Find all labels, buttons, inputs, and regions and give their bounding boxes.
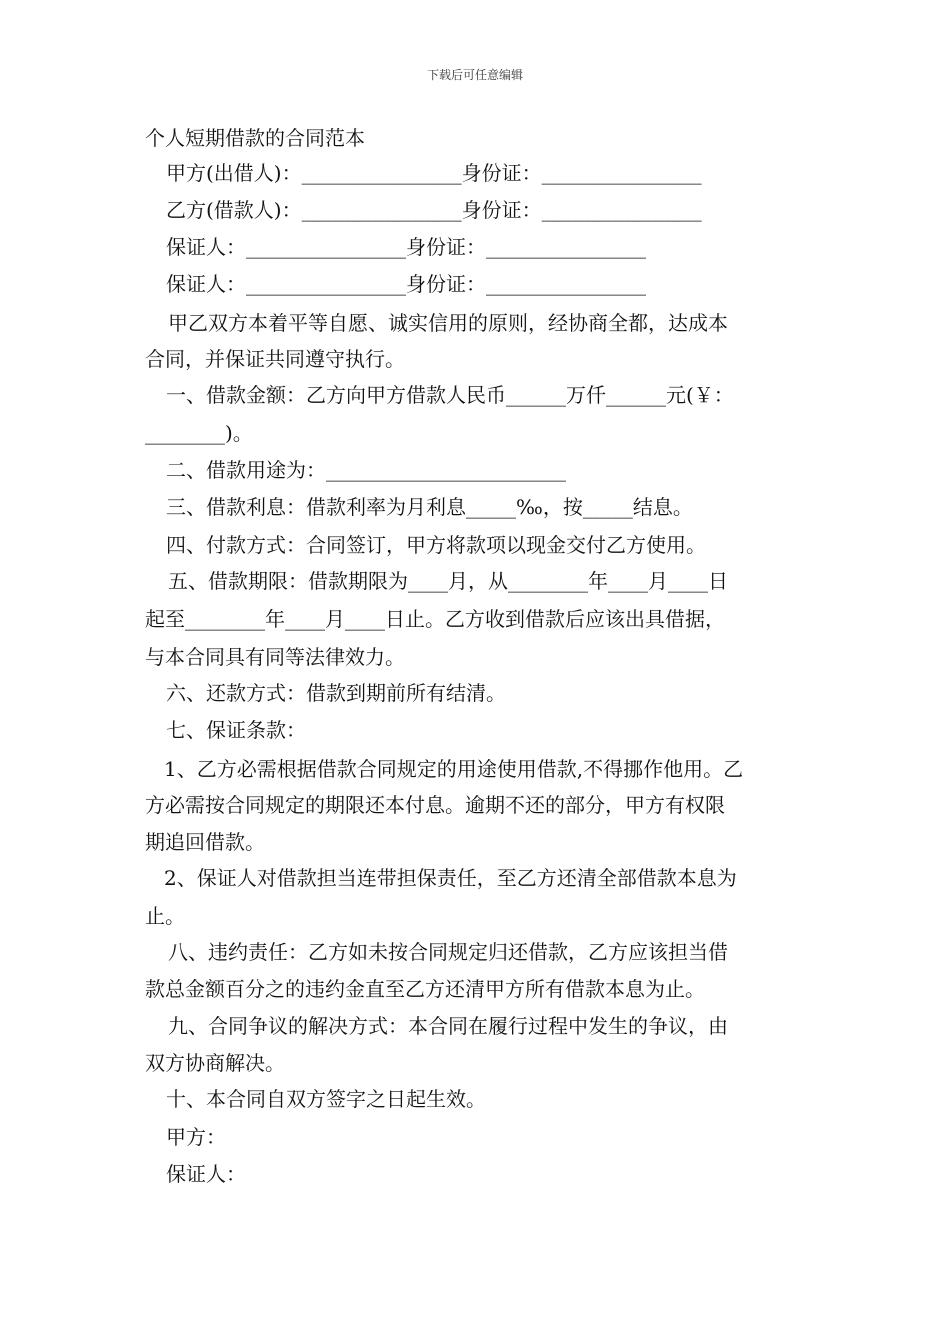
lender-line: 甲方(出借人)：________________身份证：________________ [166,161,702,185]
clause-7-heading: 七、保证条款： [166,718,306,742]
party-a-signature: 甲方： [166,1125,226,1149]
guarantor-line-2: 保证人：________________身份证：________________ [166,272,646,296]
clause-5-line-3: 与本合同具有同等法律效力。 [145,645,405,669]
clause-5-line-2: 起至________年____月____日止。乙方收到借款后应该出具借据， [145,607,725,631]
clause-9-line-1: 九、合同争议的解决方式：本合同在履行过程中发生的争议，由 [168,1014,728,1038]
clause-5-line-1: 五、借款期限：借款期限为____月，从________年____月____日 [168,569,728,593]
clause-7-item-2-line-2: 止。 [145,904,185,928]
clause-3: 三、借款利息：借款利率为月利息_____‰，按_____结息。 [166,495,693,519]
clause-6: 六、还款方式：借款到期前所有结清。 [166,681,506,705]
guarantor-line-1: 保证人：________________身份证：________________ [166,235,646,259]
clause-10: 十、本合同自双方签字之日起生效。 [166,1087,486,1111]
borrower-line: 乙方(借款人)：________________身份证：________________ [166,198,702,222]
clause-7-item-1-line-3: 期追回借款。 [145,830,265,854]
document-title: 个人短期借款的合同范本 [145,126,365,150]
clause-8-line-1: 八、违约责任：乙方如未按合同规定归还借款，乙方应该担当借 [168,940,728,964]
clause-2: 二、借款用途为：________________________ [166,458,566,482]
clause-7-item-1-line-2: 方必需按合同规定的期限还本付息。逾期不还的部分，甲方有权限 [145,793,725,817]
clause-9-line-2: 双方协商解决。 [145,1051,285,1075]
guarantor-signature: 保证人： [166,1162,246,1186]
clause-8-line-2: 款总金额百分之的违约金直至乙方还清甲方所有借款本息为止。 [145,977,705,1001]
page-header: 下载后可任意编辑 [426,68,523,82]
clause-4: 四、付款方式：合同签订，甲方将款项以现金交付乙方使用。 [166,533,706,557]
clause-7-item-1-line-1: 1、乙方必需根据借款合同规定的用途使用借款,不得挪作他用。乙 [164,757,744,781]
preamble-line-1: 甲乙双方本着平等自愿、诚实信用的原则，经协商全都，达成本 [168,311,728,335]
preamble-line-2: 合同，并保证共同遵守执行。 [145,347,405,371]
clause-1-line-2: ________)。 [145,421,253,445]
clause-1-line-1: 一、借款金额：乙方向甲方借款人民币______万仟______元(￥： [166,383,734,407]
clause-7-item-2-line-1: 2、保证人对借款担当连带担保责任，至乙方还清全部借款本息为 [164,866,737,890]
